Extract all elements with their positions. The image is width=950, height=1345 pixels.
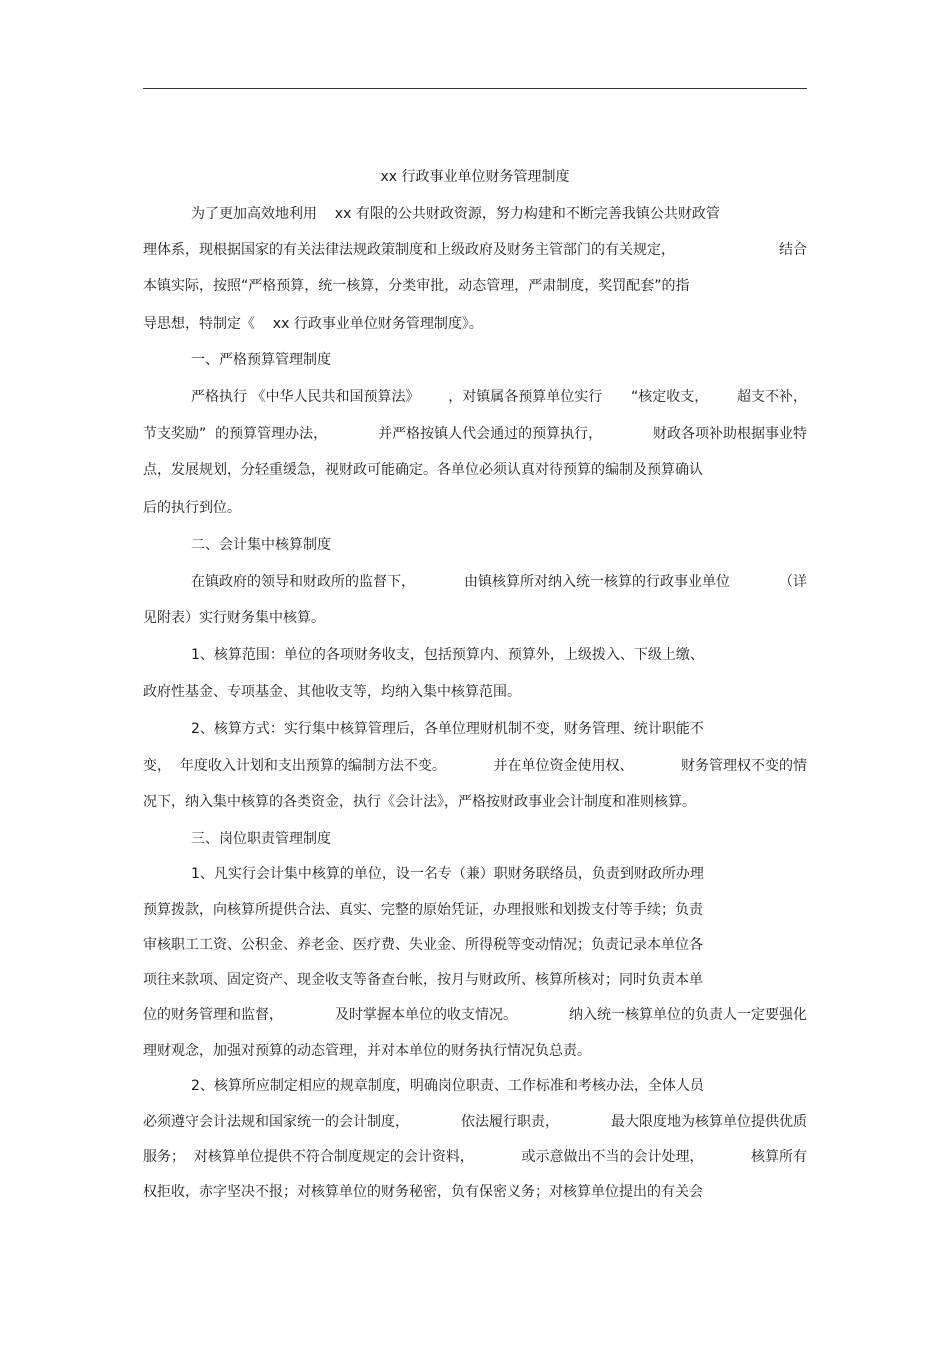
paragraph-line: 本镇实际，按照“严格预算，统一核算，分类审批，动态管理，严肃制度，奖罚配套”的指 [143,278,690,294]
paragraph-line: 导思想，特制定《 xx 行政事业单位财务管理制度》。 [143,316,483,332]
paragraph-line [143,757,807,775]
text-segment: 纳入统一核算单位的负责人一定要强化 [569,1007,807,1023]
text-segment: 理体系，现根据国家的有关法律法规政策制度和上级政府及财务主管部门的有关规定， [143,242,675,258]
section-heading: 三、岗位职责管理制度 [191,831,331,847]
text-segment: 并严格按镇人代会通过的预算执行， [378,426,603,442]
paragraph-line [143,241,807,259]
paragraph-line: 后的执行到位。 [143,500,241,516]
paragraph-line [143,1113,807,1131]
text-segment: （详 [779,574,807,590]
text-segment: 核算所有 [751,1149,807,1165]
text-segment: 财务管理权不变的情 [681,758,807,774]
text-segment: 最大限度地为核算单位提供优质 [611,1114,807,1130]
paragraph-line [191,388,807,406]
text-segment: 由镇核算所对纳入统一核算的行政事业单位 [464,574,730,590]
paragraph-line: 见附表）实行财务集中核算。 [143,610,325,626]
paragraph-line: 2、核算所应制定相应的规章制度，明确岗位职责、工作标准和考核办法，全体人员 [191,1078,704,1094]
text-segment: 结合 [779,242,807,258]
text-segment: “核定收支， [630,389,709,405]
text-segment: 严格执行 《中华人民共和国预算法》 [191,389,420,405]
paragraph-line: 理财观念，加强对预算的动态管理，并对本单位的财务执行情况负总责。 [143,1043,591,1059]
document-title: xx 行政事业单位财务管理制度 [380,169,570,185]
paragraph-line: 为了更加高效地利用 xx 有限的公共财政资源，努力构建和不断完善我镇公共财政管 [191,206,720,222]
paragraph-line: 政府性基金、专项基金、其他收支等，均纳入集中核算范围。 [143,684,521,700]
text-segment: 或示意做出不当的会计处理， [521,1149,704,1165]
section-heading: 一、严格预算管理制度 [191,352,331,368]
text-segment: 必须遵守会计法规和国家统一的会计制度， [143,1114,409,1130]
paragraph-line: 审核职工工资、公积金、养老金、医疗费、失业金、所得税等变动情况；负责记录本单位各 [143,937,703,953]
paragraph-line: 点，发展规划，分轻重缓急，视财政可能确定。各单位必须认真对待预算的编制及预算确认 [143,462,703,478]
text-segment: 服务； 对核算单位提供不符合制度规定的会计资料， [143,1149,474,1165]
paragraph-line [143,1148,807,1166]
text-segment: 变， 年度收入计划和支出预算的编制方法不变。 [143,758,446,774]
text-segment: 及时掌握本单位的收支情况。 [335,1007,517,1023]
paragraph-line: 1、核算范围：单位的各项财务收支，包括预算内、预算外，上级拨入、下级上缴、 [191,647,704,663]
paragraph-line [191,573,807,591]
paragraph-line: 项往来款项、固定资产、现金收支等备查台帐，按月与财政所、核算所核对；同时负责本单 [143,972,703,988]
paragraph-line: 预算拨款，向核算所提供合法、真实、完整的原始凭证，办理报账和划拨支付等手续；负责 [143,902,703,918]
paragraph-line: 1、凡实行会计集中核算的单位，设一名专（兼）职财务联络员，负责到财政所办理 [191,866,704,882]
text-segment: 超支不补， [736,389,807,405]
text-segment: 财政各项补助根据事业特 [653,426,807,442]
text-segment: ，对镇属各预算单位实行 [448,389,603,405]
text-segment: 依法履行职责， [461,1114,559,1130]
paragraph-line: 2、核算方式：实行集中核算管理后，各单位理财机制不变，财务管理、统计职能不 [191,721,704,737]
section-heading: 二、会计集中核算制度 [191,537,331,553]
text-segment: 节支奖励” 的预算管理办法， [143,426,328,442]
paragraph-line: 权拒收，赤字坚决不报；对核算单位的财务秘密，负有保密义务；对核算单位提出的有关会 [143,1184,703,1200]
paragraph-line [143,425,807,443]
text-segment: 位的财务管理和监督， [143,1007,283,1023]
text-segment: 并在单位资金使用权、 [493,758,634,774]
text-segment: 在镇政府的领导和财政所的监督下， [191,574,415,590]
header-rule [143,88,807,89]
paragraph-line [143,1006,807,1024]
paragraph-line: 况下，纳入集中核算的各类资金，执行《会计法》，严格按财政事业会计制度和准则核算。 [143,794,696,810]
